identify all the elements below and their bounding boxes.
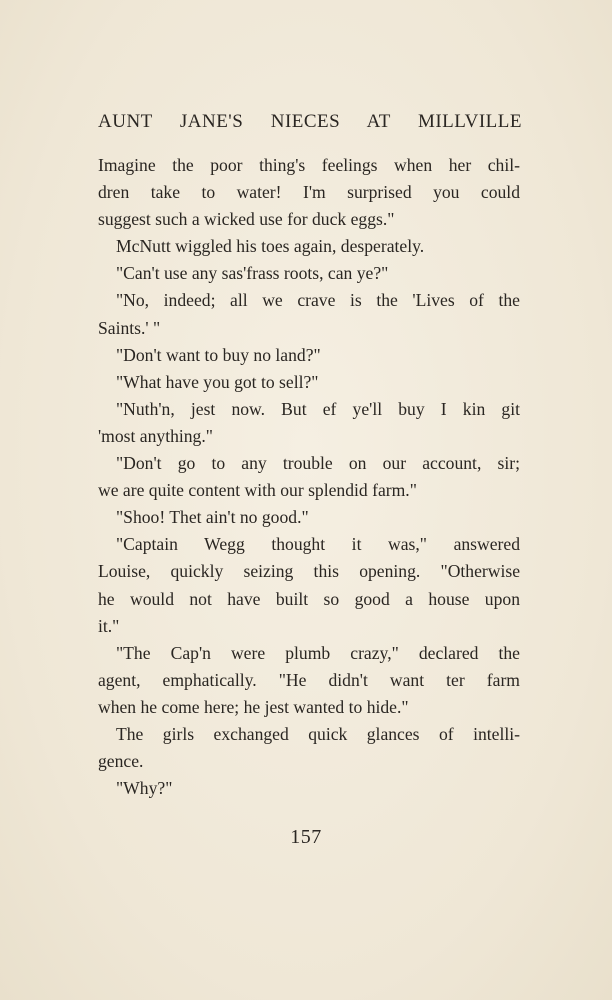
text-line: "Nuth'n, jest now. But ef ye'll buy I kin git bbox=[116, 398, 520, 419]
text-line: "Captain Wegg thought it was," answered bbox=[116, 534, 520, 555]
text-line: dren take to water! I'm surprised you could bbox=[98, 182, 520, 203]
text-line: Louise, quickly seizing this opening. "Otherwise bbox=[98, 561, 520, 582]
text-line: suggest such a wicked use for duck eggs." bbox=[98, 209, 395, 230]
text-line: "Why?" bbox=[116, 778, 173, 799]
text-line: he would not have built so good a house upon bbox=[98, 588, 520, 609]
text-line: gence. bbox=[98, 751, 144, 772]
text-line: Imagine the poor thing's feelings when her chil- bbox=[98, 155, 520, 175]
body-text bbox=[98, 152, 520, 802]
text-line: "Don't want to buy no land?" bbox=[116, 344, 321, 365]
text-line: The girls exchanged quick glances of intelli- bbox=[116, 723, 520, 744]
text-line: "What have you got to sell?" bbox=[116, 371, 319, 392]
text-line: we are quite content with our splendid farm." bbox=[98, 480, 417, 501]
text-line: when he come here; he jest wanted to hide." bbox=[98, 696, 409, 717]
text-line: "The Cap'n were plumb crazy," declared the bbox=[116, 642, 520, 663]
text-line: 'most anything." bbox=[98, 425, 213, 446]
page-number: 157 bbox=[290, 826, 322, 848]
text-line: it." bbox=[98, 615, 120, 636]
text-line: "Don't go to any trouble on our account, sir; bbox=[116, 453, 520, 474]
text-line: McNutt wiggled his toes again, desperately. bbox=[116, 236, 425, 257]
running-title: AUNT JANE'S NIECES AT MILLVILLE bbox=[98, 111, 522, 132]
text-line: Saints.' " bbox=[98, 317, 161, 338]
text-line: "Can't use any sas'frass roots, can ye?" bbox=[116, 263, 389, 284]
text-line: agent, emphatically. "He didn't want ter farm bbox=[98, 669, 520, 690]
text-line: "Shoo! Thet ain't no good." bbox=[116, 507, 309, 528]
text-line: "No, indeed; all we crave is the 'Lives of the bbox=[116, 290, 520, 311]
